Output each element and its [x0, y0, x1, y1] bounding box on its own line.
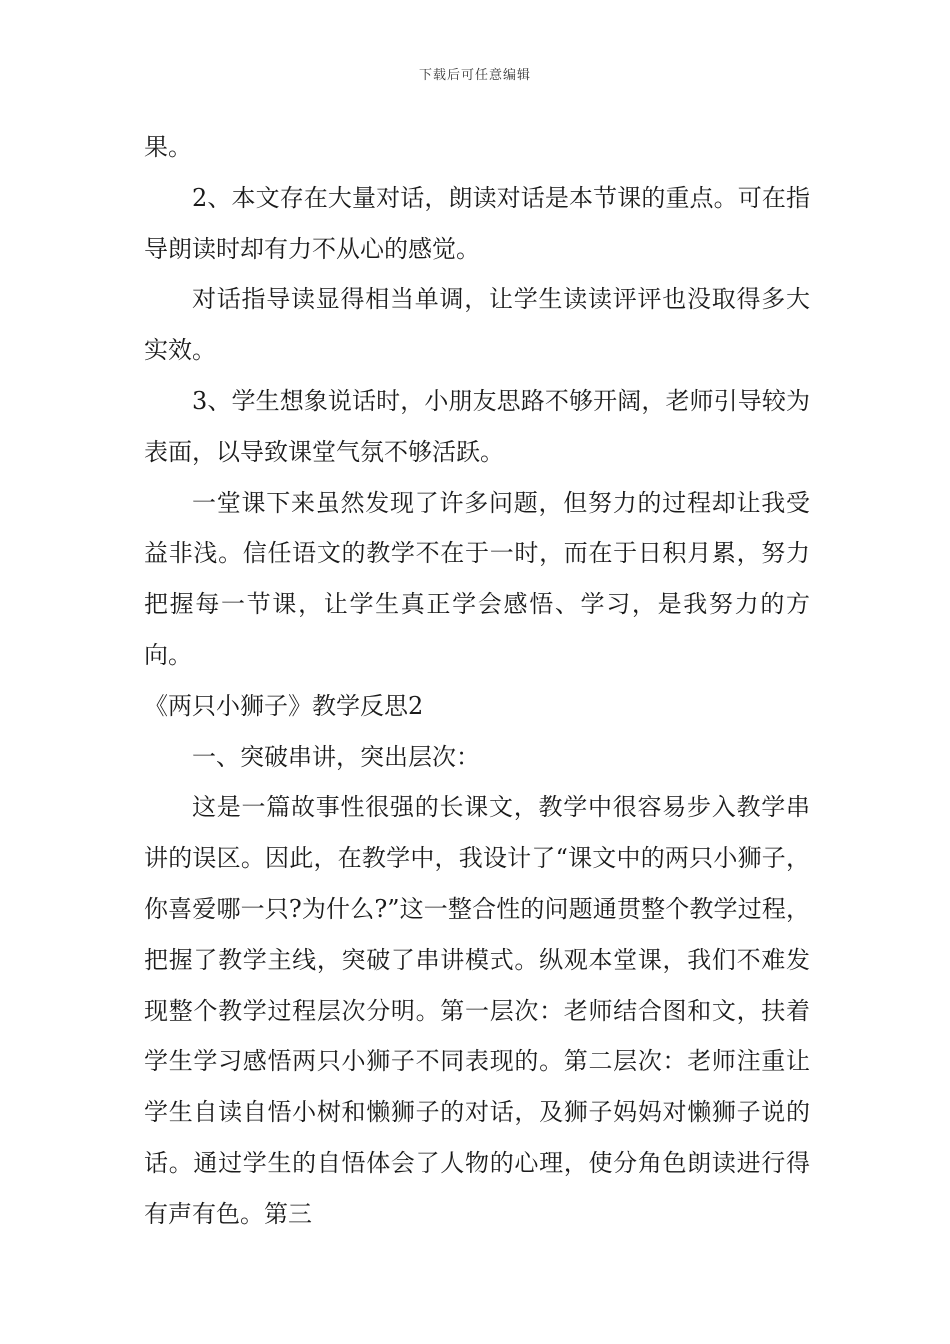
paragraph-4: 3、学生想象说话时，小朋友思路不够开阔，老师引导较为表面，以导致课堂气氛不够活跃。	[144, 386, 810, 466]
section-title: 《两只小狮子》教学反思2	[144, 691, 424, 720]
page-header: 下载后可任意编辑	[418, 68, 531, 83]
paragraph-3: 对话指导读显得相当单调，让学生读读评评也没取得多大实效。	[144, 285, 810, 365]
paragraph-5: 一堂课下来虽然发现了许多问题，但努力的过程却让我受益非浅。信任语文的教学不在于一时，而在于日积月累，努力把握每一节课，让学生真正学会感悟、学习，是我努力的方向。	[144, 488, 810, 669]
subsection-heading: 一、突破串讲，突出层次：	[192, 742, 480, 771]
document-body	[144, 122, 810, 1240]
paragraph-6: 这是一篇故事性很强的长课文，教学中很容易步入教学串讲的误区。因此，在教学中，我设计了“课文中的两只小狮子，你喜爱哪一只?为什么?”这一整合性的问题通贯整个教学过程，把握了教学主线，突破了串讲模式。纵观本堂课，我们不难发现整个教学过程层次分明。第一层次：老师结合图和文，扶着学生学习感悟两只小狮子不同表现的。第二层次：老师注重让学生自读自悟小树和懒狮子的对话，及狮子妈妈对懒狮子说的话。通过学生的自悟体会了人物的心理，使分角色朗读进行得有声有色。第三	[144, 793, 810, 1228]
paragraph-1: 果。	[144, 133, 192, 161]
paragraph-2: 2、本文存在大量对话，朗读对话是本节课的重点。可在指导朗读时却有力不从心的感觉。	[144, 183, 810, 263]
